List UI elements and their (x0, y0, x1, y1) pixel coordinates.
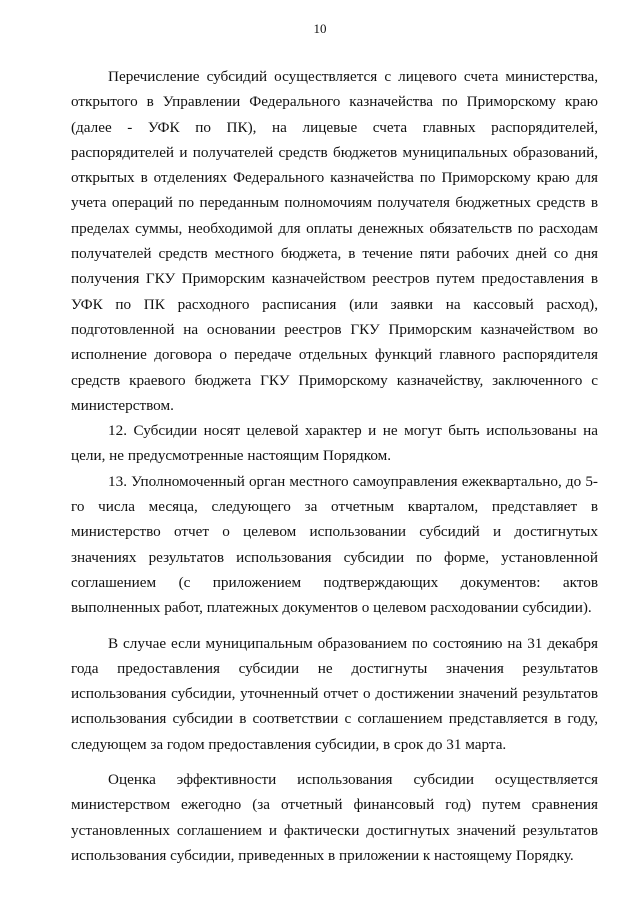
paragraph-item-12: 12. Субсидии носят целевой характер и не могут быть использованы на цели, не предусмотренные настоящим Порядком. (71, 422, 598, 465)
body-text (71, 64, 598, 868)
paragraph-subsidy-transfer: Перечисление субсидий осуществляется с лицевого счета министерства, открытого в Управлении Федерального казначейства по Приморскому краю (далее - УФК по ПК), на лицевые счета главных распорядителей, распорядителей и получателей средств бюджетов муниципальных образований, открытых в отделениях Федерального казначейства по Приморскому краю для учета операций по переданным полномочиям получателя бюджетных средств в пределах суммы, необходимой для оплаты денежных обязательств по расходам получателей средств местного бюджета, в течение пяти рабочих дней со дня получения ГКУ Приморским казначейством реестров путем предоставления в УФК по ПК расходного расписания (или заявки на кассовый расход), подготовленной на основании реестров ГКУ Приморским казначейством во исполнение договора о передаче отдельных функций главного распорядителя средств краевого бюджета ГКУ Приморскому казначейству, заключенного с министерством. (71, 68, 598, 414)
paragraph-unmet-results: В случае если муниципальным образованием по состоянию на 31 декабря года предоставления субсидии не достигнуты значения результатов использования субсидии, уточненный отчет о достижении значений результатов использования субсидии в соответствии с соглашением представляется в году, следующем за годом предоставления субсидии, в срок до 31 марта. (71, 634, 598, 753)
paragraph-item-13: 13. Уполномоченный орган местного самоуправления ежеквартально, до 5-го числа месяца, следующего за отчетным кварталом, представляет в министерство отчет о целевом использовании субсидий и достигнутых значениях результатов использования субсидии по форме, установленной соглашением (с приложением подтверждающих документов: актов выполненных работ, платежных документов о целевом расходовании субсидии). (71, 472, 598, 617)
paragraph-efficiency-evaluation: Оценка эффективности использования субсидии осуществляется министерством ежегодно (за отчетный финансовый год) путем сравнения установленных соглашением и фактически достигнутых значений результатов использования субсидии, приведенных в приложении к настоящему Порядку. (71, 771, 598, 864)
page-number: 10 (313, 21, 327, 36)
